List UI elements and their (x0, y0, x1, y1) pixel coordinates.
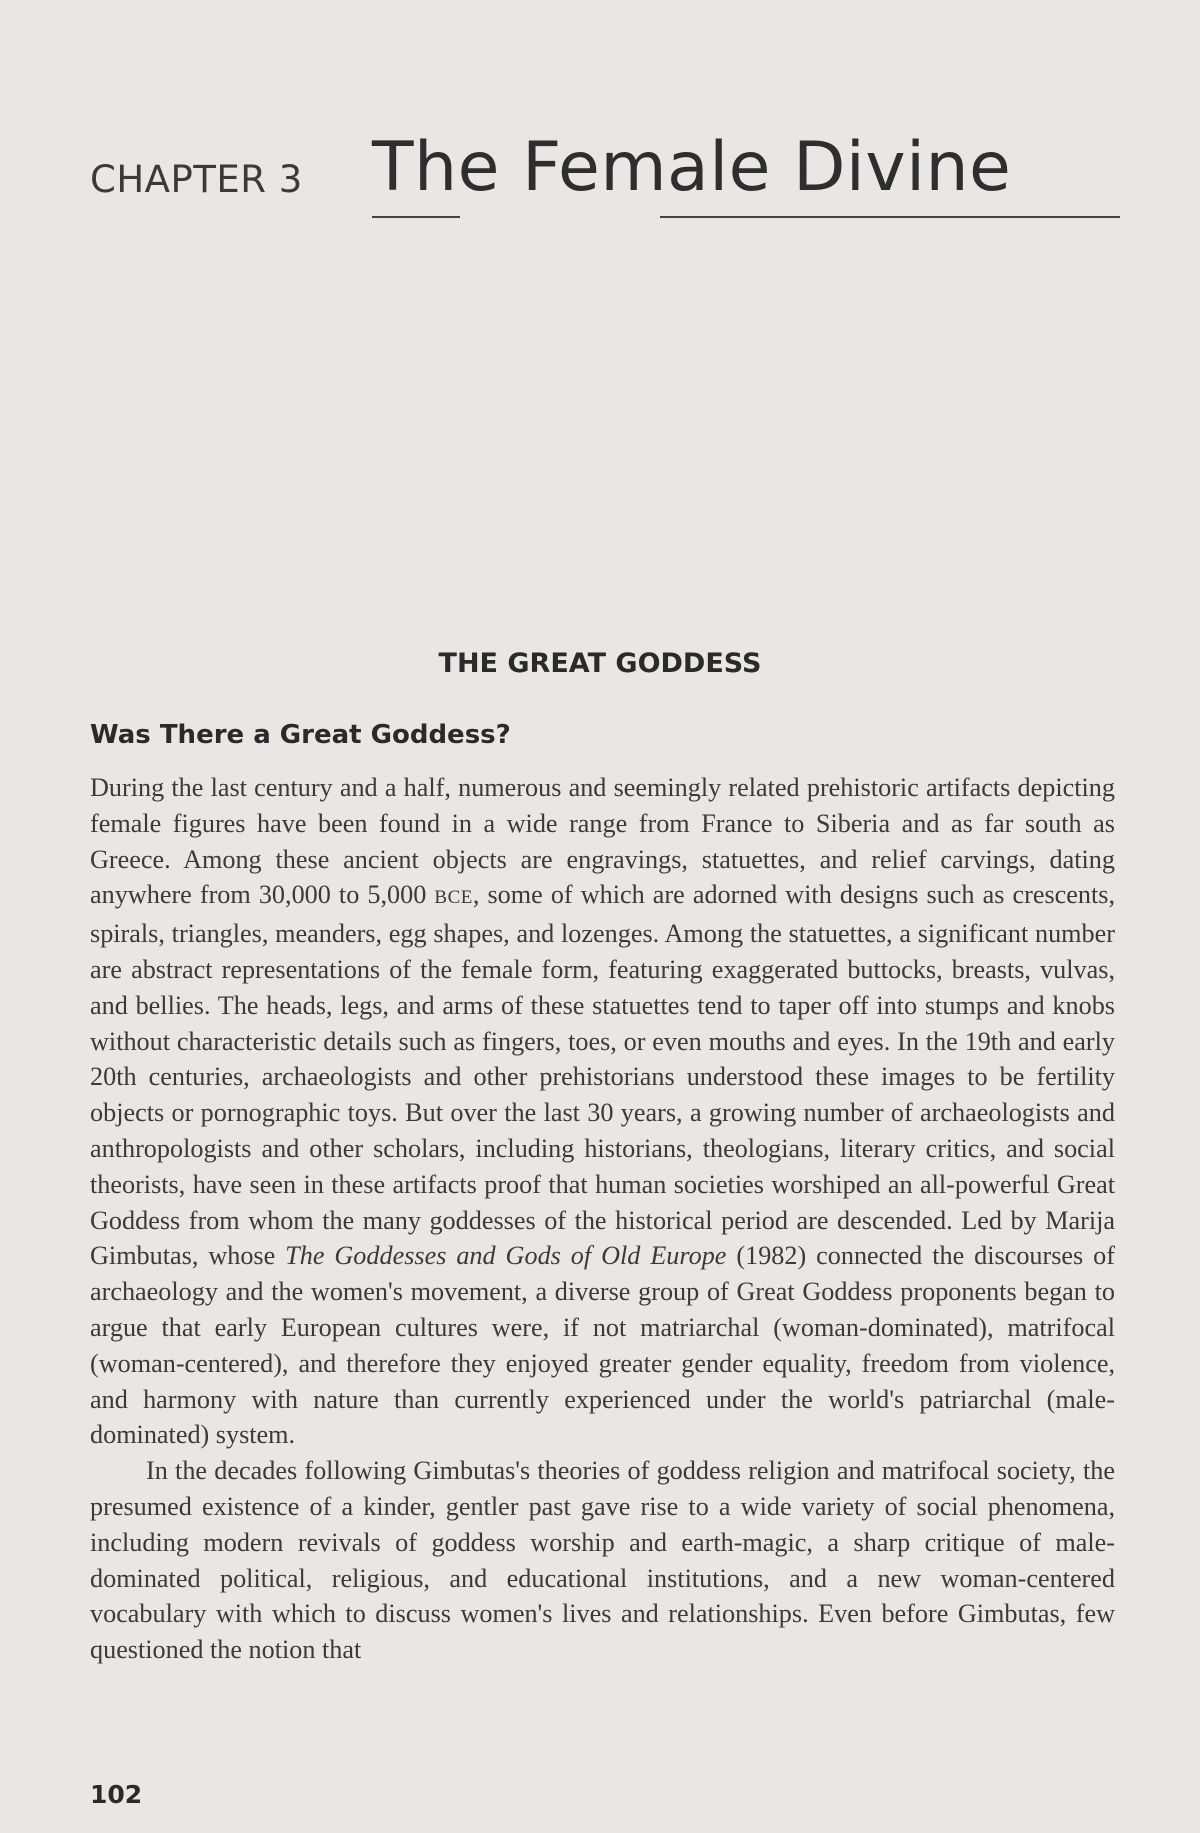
title-rule-right (996, 216, 1120, 218)
title-rule-middle (660, 216, 1000, 218)
title-rule-left (372, 216, 460, 218)
body-text (90, 770, 1115, 1668)
paragraph-1-part-3: (1982) connected the discourses of archaeology and the women's movement, a diverse group of Great Goddess proponents began to argue that early European cultures were, if not matriarchal (woman-dominated), matrifocal (woman-centered), and therefore they enjoyed greater gender equality, freedom from violence, and harmony with nature than currently experienced under the world's patriarchal (male-dominated) system. (90, 1241, 1115, 1450)
chapter-label: CHAPTER 3 (90, 158, 303, 201)
chapter-title: The Female Divine (372, 128, 1012, 207)
era-abbreviation: BCE (434, 887, 473, 909)
paragraph-1 (90, 770, 1115, 1453)
chapter-header (90, 128, 1120, 228)
paragraph-1-part-1: During the last century and a half, numerous and seemingly related prehistoric artifacts depicting female figures have been found in a wide range from France to Siberia and as far south as Greece. Among these ancient objects are engravings, statuettes, and relief carvings, dating anywhere from 30,000 to 5,000 (90, 773, 1115, 910)
paragraph-2: In the decades following Gimbutas's theories of goddess religion and matrifocal society, the presumed existence of a kinder, gentler past gave rise to a wide variety of social phenomena, including modern revivals of goddess worship and earth-magic, a sharp critique of male-dominated political, religious, and educational institutions, and a new woman-centered vocabulary with which to discuss women's lives and relationships. Even before Gimbutas, few questioned the notion that (90, 1456, 1115, 1665)
book-title: The Goddesses and Gods of Old Europe (285, 1241, 727, 1271)
paragraph-1-part-2: , some of which are adorned with designs such as crescents, spirals, triangles, meanders, egg shapes, and lozenges. Among the statuettes, a significant number are abstract representations of the female form, featuring exaggerated buttocks, breasts, vulvas, and bellies. The heads, legs, and arms of these statuettes tend to taper off into stumps and knobs without characteristic details such as fingers, toes, or even mouths and eyes. In the 19th and early 20th centuries, archaeologists and other prehistorians understood these images to be fertility objects or pornographic toys. But over the last 30 years, a growing number of archaeologists and anthropologists and other scholars, including historians, theologians, literary critics, and social theorists, have seen in these artifacts proof that human societies worshiped an all-powerful Great Goddess from whom the many goddesses of the historical period are descended. Led by Marija Gimbutas, whose (90, 880, 1115, 1271)
subsection-heading: Was There a Great Goddess? (90, 720, 511, 750)
page-number: 102 (90, 1780, 143, 1809)
section-heading: THE GREAT GODDESS (438, 648, 762, 679)
